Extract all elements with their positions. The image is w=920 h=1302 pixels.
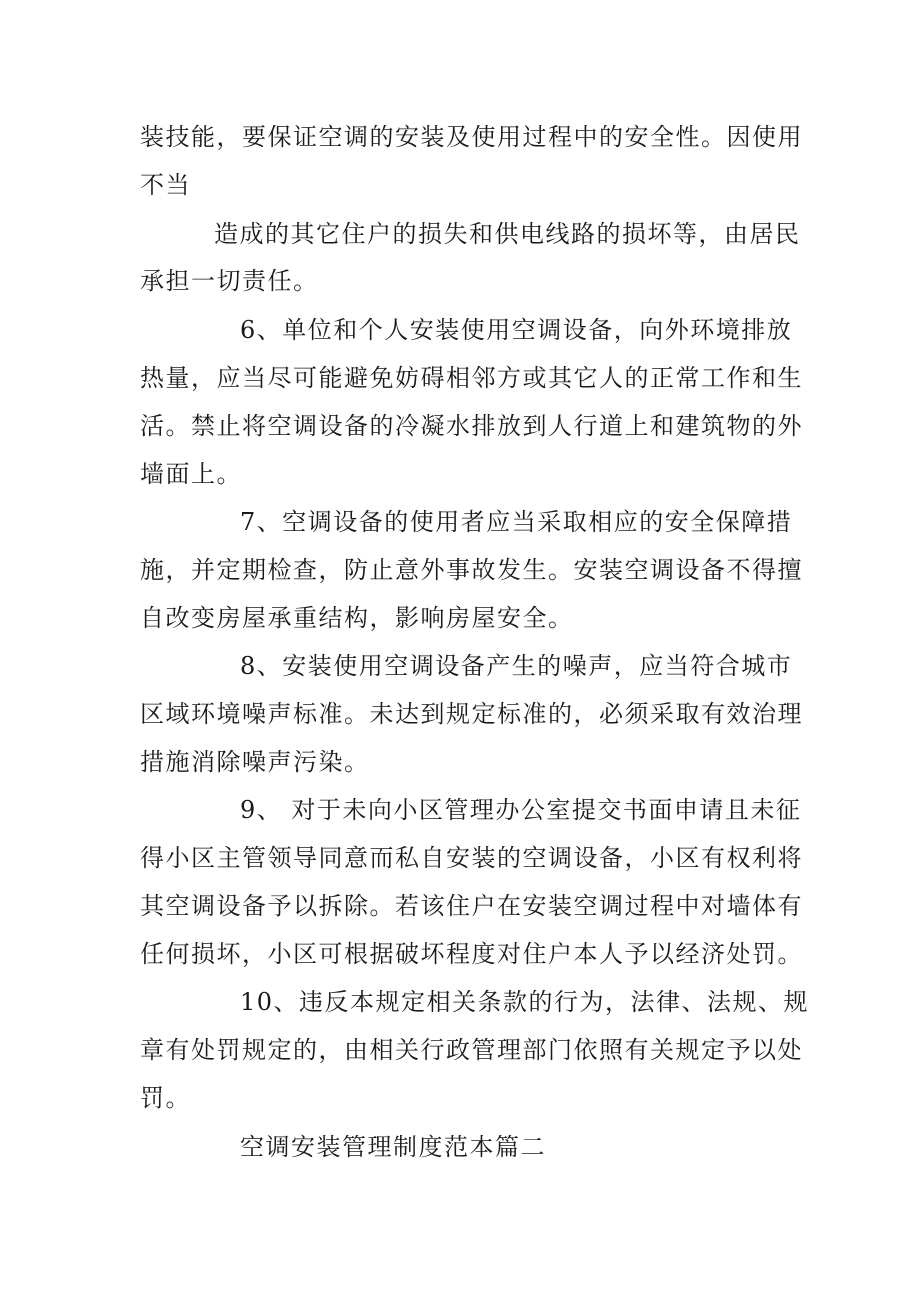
text-line: 章有处罚规定的，由相关行政管理部门依照有关规定予以处: [140, 1036, 803, 1064]
text-line: 6、单位和个人安装使用空调设备，向外环境排放: [240, 316, 793, 344]
text-line: 区域环境噪声标准。未达到规定标准的，必须采取有效治理: [140, 700, 803, 728]
text-line: 罚。: [140, 1084, 191, 1112]
text-line: 10、违反本规定相关条款的行为，法律、法规、规: [240, 988, 810, 1016]
text-line: 造成的其它住户的损失和供电线路的损坏等，由居民: [214, 220, 801, 248]
text-line: 7、空调设备的使用者应当采取相应的安全保障措: [240, 508, 793, 536]
text-line: 9、 对于未向小区管理办公室提交书面申请且未征: [240, 796, 802, 824]
text-line: 装技能，要保证空调的安装及使用过程中的安全性。因使用: [140, 123, 803, 151]
text-line: 自改变房屋承重结构，影响房屋安全。: [140, 604, 574, 632]
text-line: 措施消除噪声污染。: [140, 748, 370, 776]
text-line: 不当: [140, 171, 191, 199]
text-line: 8、安装使用空调设备产生的噪声，应当符合城市: [240, 652, 793, 680]
text-line: 活。禁止将空调设备的冷凝水排放到人行道上和建筑物的外: [140, 412, 803, 440]
text-line: 得小区主管领导同意而私自安装的空调设备，小区有权利将: [140, 844, 803, 872]
text-line: 任何损坏，小区可根据破坏程度对住户本人予以经济处罚。: [140, 940, 803, 968]
text-line: 其空调设备予以拆除。若该住户在安装空调过程中对墙体有: [140, 892, 803, 920]
text-line: 热量，应当尽可能避免妨碍相邻方或其它人的正常工作和生: [140, 364, 803, 392]
text-line: 施，并定期检查，防止意外事故发生。安装空调设备不得擅: [140, 556, 803, 584]
text-line: 承担一切责任。: [140, 267, 319, 295]
section-heading: 空调安装管理制度范本篇二: [240, 1133, 546, 1161]
text-line: 墙面上。: [140, 460, 242, 488]
